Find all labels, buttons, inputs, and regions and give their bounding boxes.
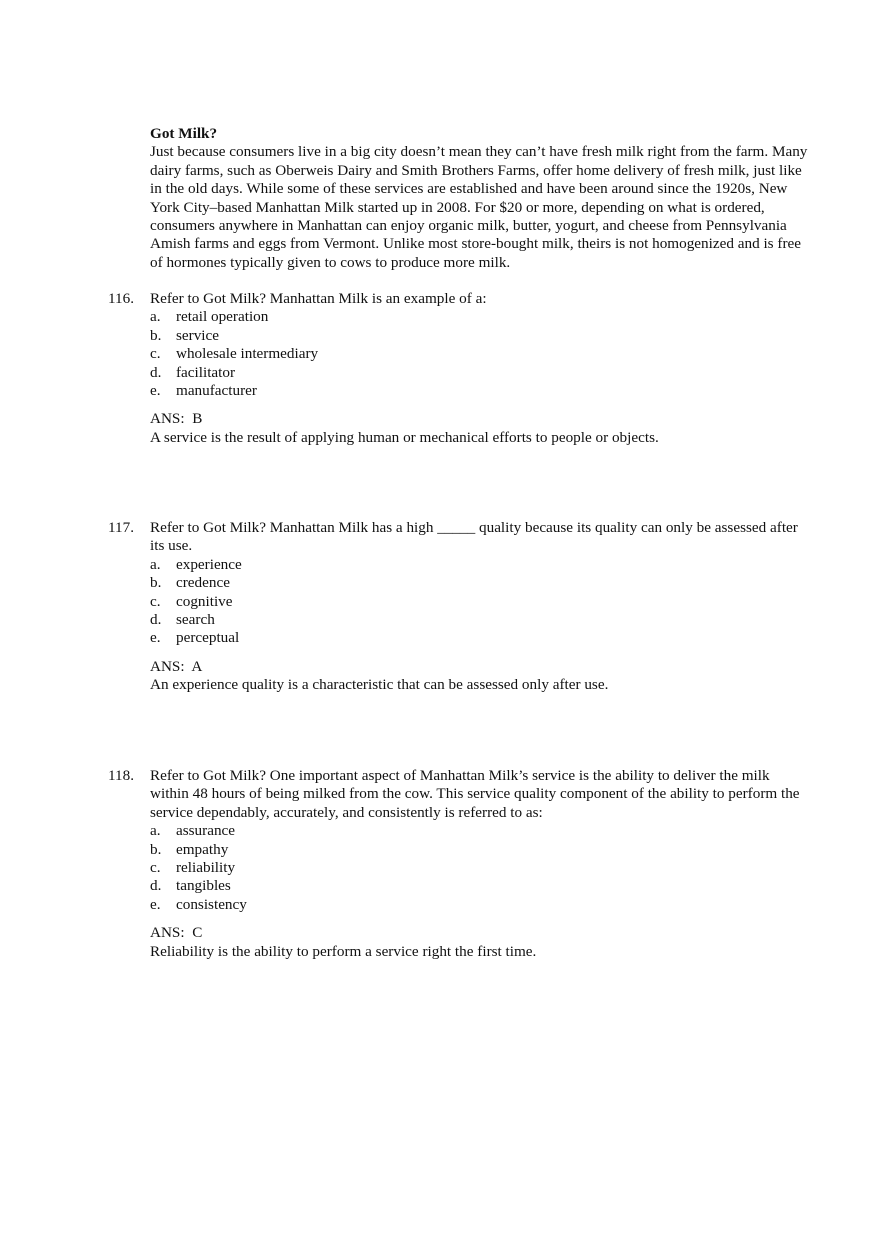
option-text: empathy	[176, 840, 229, 858]
option-letter: b.	[150, 326, 162, 344]
option-text: cognitive	[176, 592, 233, 610]
question-number: 116.	[108, 290, 135, 307]
answer-block	[150, 924, 808, 961]
option-text: service	[176, 326, 220, 344]
option-e	[150, 896, 808, 914]
answer-explanation: An experience quality is a characteristic that can be assessed only after use.	[150, 676, 609, 694]
option-letter: b.	[150, 840, 162, 858]
answer-key: ANS: C	[150, 924, 203, 942]
question-number: 118.	[108, 767, 135, 784]
option-d	[150, 611, 808, 629]
case-study-title: Got Milk?	[150, 125, 218, 142]
case-study	[150, 125, 810, 272]
question-117	[108, 519, 808, 695]
option-e	[150, 382, 808, 400]
option-text: wholesale intermediary	[176, 345, 319, 363]
option-a	[150, 308, 808, 326]
option-a	[150, 556, 808, 574]
option-letter: e.	[150, 895, 161, 913]
option-c	[150, 859, 808, 877]
option-text: reliability	[176, 859, 236, 877]
option-text: assurance	[176, 822, 236, 840]
option-letter: a.	[150, 308, 161, 326]
answer-options	[150, 822, 808, 914]
option-letter: d.	[150, 877, 162, 895]
question-stem: Refer to Got Milk? Manhattan Milk is an example of a:	[150, 290, 487, 307]
answer-explanation: Reliability is the ability to perform a service right the first time.	[150, 942, 537, 960]
option-letter: e.	[150, 629, 161, 647]
question-number: 117.	[108, 519, 135, 536]
question-stem: Refer to Got Milk? One important aspect of Manhattan Milk’s service is the ability to deliver the milk within 48 hours of being milked from the cow. This service quality component of the ability to perform the service dependably, accurately, and consistently is referred to as:	[150, 767, 800, 821]
question-stem: Refer to Got Milk? Manhattan Milk has a high _____ quality because its quality can only be assessed after its use.	[150, 519, 798, 555]
option-c	[150, 593, 808, 611]
answer-key: ANS: A	[150, 657, 203, 675]
option-letter: a.	[150, 555, 161, 573]
answer-options	[150, 308, 808, 400]
option-text: tangibles	[176, 877, 231, 895]
option-a	[150, 822, 808, 840]
answer-block	[150, 410, 808, 447]
option-letter: d.	[150, 611, 162, 629]
question-116	[108, 290, 808, 447]
option-letter: c.	[150, 859, 161, 877]
option-letter: c.	[150, 345, 161, 363]
option-text: manufacturer	[176, 382, 257, 400]
option-text: credence	[176, 574, 230, 592]
option-b	[150, 327, 808, 345]
option-letter: b.	[150, 574, 162, 592]
answer-explanation: A service is the result of applying human or mechanical efforts to people or objects.	[150, 428, 659, 446]
option-text: consistency	[176, 895, 247, 913]
case-study-body: Just because consumers live in a big city doesn’t mean they can’t have fresh milk right from the farm. Many dairy farms, such as Oberweis Dairy and Smith Brothers Farms, offer home delivery of fresh milk, just like in the old days. While some of these services are established and have been around since the 1920s, New York City–based Manhattan Milk started up in 2008. For $20 or more, depending on what is ordered, consumers anywhere in Manhattan can enjoy organic milk, butter, yogurt, and cheese from Pennsylvania Amish farms and eggs from Vermont. Unlike most store-bought milk, theirs is not homogenized and is free of hormones typically given to cows to produce more milk.	[150, 143, 808, 271]
answer-key: ANS: B	[150, 410, 203, 428]
question-118	[108, 767, 808, 961]
option-b	[150, 574, 808, 592]
answer-block	[150, 658, 808, 695]
option-text: experience	[176, 555, 242, 573]
option-text: retail operation	[176, 308, 269, 326]
option-b	[150, 841, 808, 859]
option-d	[150, 364, 808, 382]
option-text: perceptual	[176, 629, 240, 647]
answer-options	[150, 556, 808, 648]
option-text: search	[176, 611, 215, 629]
option-text: facilitator	[176, 363, 236, 381]
option-e	[150, 629, 808, 647]
option-d	[150, 877, 808, 895]
option-letter: a.	[150, 822, 161, 840]
option-letter: d.	[150, 363, 162, 381]
option-letter: c.	[150, 592, 161, 610]
option-c	[150, 345, 808, 363]
option-letter: e.	[150, 382, 161, 400]
